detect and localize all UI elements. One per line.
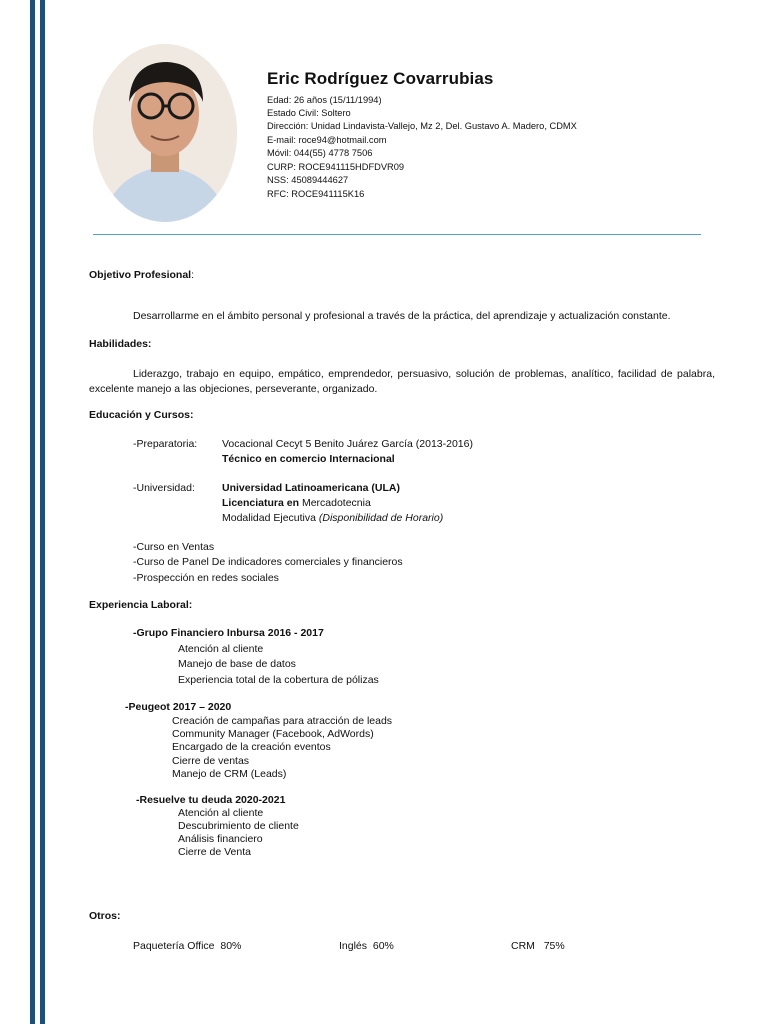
job-task: Análisis financiero <box>178 833 263 845</box>
job-task: Manejo de base de datos <box>178 658 296 670</box>
curp-line: CURP: ROCE941115HDFDVR09 <box>267 162 405 172</box>
skill-value: 60% <box>372 940 394 952</box>
course-item: -Curso de Panel De indicadores comerciales y financieros <box>133 556 403 568</box>
skills-heading: Habilidades: <box>89 338 152 350</box>
job-task: Creación de campañas para atracción de leads <box>172 715 393 727</box>
university-degree-bold: Licenciatura en <box>222 497 300 509</box>
objective-heading-colon: : <box>191 269 195 281</box>
skill-crm <box>511 940 565 952</box>
rfc-line: RFC: ROCE941115K16 <box>267 189 365 199</box>
profile-photo <box>93 44 237 222</box>
job-task: Atención al cliente <box>178 643 264 655</box>
job-task: Manejo de CRM (Leads) <box>172 768 287 780</box>
objective-text: Desarrollarme en el ámbito personal y profesional a través de la práctica, del aprendizaje y actualización constante. <box>133 310 671 322</box>
job-title: -Peugeot 2017 – 2020 <box>125 701 232 713</box>
prepa-label: -Preparatoria: <box>133 438 198 450</box>
job-task: Descubrimiento de cliente <box>178 820 299 832</box>
skill-value: 75% <box>543 940 565 952</box>
job-task: Cierre de ventas <box>172 755 250 767</box>
course-item: -Curso en Ventas <box>133 541 215 553</box>
left-border-bar <box>30 0 35 1024</box>
job-task: Experiencia total de la cobertura de pólizas <box>178 674 379 686</box>
job-task: Atención al cliente <box>178 807 264 819</box>
university-modality-text: Modalidad Ejecutiva <box>222 512 319 524</box>
address-line: Dirección: Unidad Lindavista-Vallejo, Mz 2, Del. Gustavo A. Madero, CDMX <box>267 121 577 131</box>
skill-label: Paquetería Office <box>133 940 215 952</box>
profile-photo-illustration <box>93 44 237 222</box>
prepa-degree: Técnico en comercio Internacional <box>222 453 395 465</box>
job-title: -Grupo Financiero Inbursa 2016 - 2017 <box>133 627 324 639</box>
skill-label: CRM <box>511 940 535 952</box>
experience-heading: Experiencia Laboral: <box>89 599 193 611</box>
objective-heading-text: Objetivo Profesional <box>89 269 192 281</box>
mobile-line: Móvil: 044(55) 4778 7506 <box>267 148 373 158</box>
others-heading: Otros: <box>89 910 121 922</box>
objective-heading <box>89 269 194 281</box>
header-divider <box>93 234 701 235</box>
skill-value: 80% <box>220 940 242 952</box>
email-line: E-mail: roce94@hotmail.com <box>267 135 387 145</box>
university-modality <box>222 512 443 524</box>
university-modality-note: (Disponibilidad de Horario) <box>318 512 444 524</box>
university-name: Universidad Latinoamericana (ULA) <box>222 482 400 494</box>
course-item: -Prospección en redes sociales <box>133 572 279 584</box>
skill-english <box>339 940 394 952</box>
nss-line: NSS: 45089444627 <box>267 175 349 185</box>
university-degree <box>222 497 371 509</box>
university-degree-rest: Mercadotecnia <box>299 497 371 509</box>
prepa-school: Vocacional Cecyt 5 Benito Juárez García (2013-2016) <box>222 438 473 450</box>
job-task: Community Manager (Facebook, AdWords) <box>172 728 374 740</box>
skill-label: Inglés <box>339 940 368 952</box>
education-heading: Educación y Cursos: <box>89 409 194 421</box>
skill-office <box>133 940 241 952</box>
job-title: -Resuelve tu deuda 2020-2021 <box>136 794 286 806</box>
candidate-name: Eric Rodríguez Covarrubias <box>267 69 494 88</box>
job-task: Cierre de Venta <box>178 846 251 858</box>
left-border-bar-inner <box>40 0 45 1024</box>
university-label: -Universidad: <box>133 482 195 494</box>
age-line: Edad: 26 años (15/11/1994) <box>267 95 382 105</box>
skills-text: Liderazgo, trabajo en equipo, empático, emprendedor, persuasivo, solución de problemas, analítico, facilidad de palabra, excelente manejo a las objeciones, perseverante, organizado. <box>89 368 715 395</box>
civil-status-line: Estado Civil: Soltero <box>267 108 351 118</box>
job-task: Encargado de la creación eventos <box>172 741 331 753</box>
